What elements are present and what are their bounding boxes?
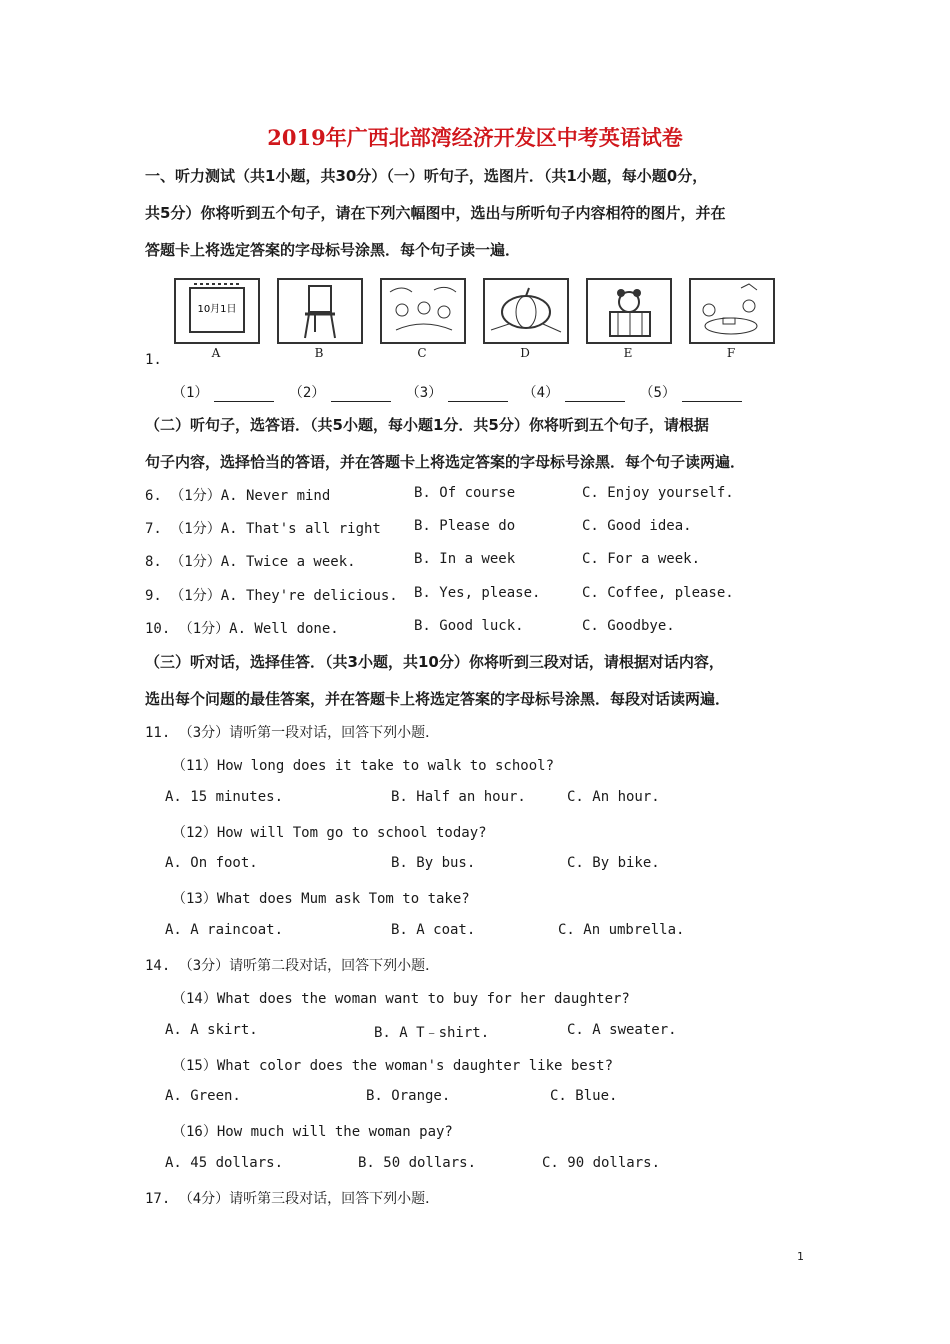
question-8-option-b: B. In a week [414,551,516,567]
chair-picture [277,278,363,344]
part1-intro-line2: 共5分）你将听到五个句子，请在下列六幅图中，选出与所听句子内容相符的图片，并在 [145,204,726,222]
question-6-prefix: 6. （1分）A. Never mind [145,488,331,504]
question-15-option-c: C. Blue. [550,1088,618,1104]
question-12-option-a: A. On foot. [165,855,258,871]
question-12-option-c: C. By bike. [567,855,660,871]
question-6-option-b: B. Of course [414,485,516,501]
question-10-option-c: C. Goodbye. [582,618,675,634]
blank-label: （3） [405,385,443,401]
panda-picture [586,278,672,344]
question-16-option-b: B. 50 dollars. [358,1155,477,1171]
question-16-option-a: A. 45 dollars. [165,1155,284,1171]
pumpkin-picture [483,278,569,344]
page-number: 1 [797,1250,804,1263]
question-13-option-c: C. An umbrella. [558,922,685,938]
picture-e [584,276,672,362]
answer-blank[interactable] [331,387,391,402]
picture-row [172,276,777,362]
question-14-stem: （14）What does the woman want to buy for her daughter? [172,991,630,1007]
picture-d [481,276,569,362]
question-6-option-c: C. Enjoy yourself. [582,485,734,501]
calendar-text: 10月1日 [197,304,237,315]
blank-label: （5） [639,385,676,401]
picnic-picture [689,278,775,344]
picture-label: B [314,346,324,360]
picture-label: E [623,346,633,360]
question-15-stem: （15）What color does the woman's daughter like best? [172,1058,614,1074]
question-15-option-a: A. Green. [165,1088,241,1104]
picture-label: A [211,346,221,360]
question-8-prefix: 8. （1分）A. Twice a week. [145,554,356,570]
answer-blank[interactable] [214,387,274,402]
picture-a [172,276,260,362]
question-14-option-c: C. A sweater. [567,1022,677,1038]
calendar-picture [174,278,260,344]
picture-f [687,276,775,362]
answer-blank[interactable] [448,387,508,402]
picture-label: D [520,346,530,360]
question-11-option-a: A. 15 minutes. [165,789,284,805]
question-16-option-c: C. 90 dollars. [542,1155,661,1171]
question-11-heading: 11. （3分）请听第一段对话，回答下列小题． [145,725,440,741]
question-7-option-c: C. Good idea. [582,518,692,534]
question-9-option-c: C. Coffee, please. [582,585,734,601]
part3-intro-line1: （三）听对话，选择佳答．（共3小题，共10分）你将听到三段对话，请根据对话内容， [145,653,724,671]
part3-intro-line2: 选出每个问题的最佳答案，并在答题卡上将选定答案的字母标号涂黑．每段对话读两遍． [145,690,731,708]
answer-blanks [172,382,748,402]
question-11-stem: （11）How long does it take to walk to school? [172,758,555,774]
picture-label: C [417,346,427,360]
blank-label: （4） [522,385,560,401]
picture-label: F [726,346,736,360]
picture-c [378,276,466,362]
blank-label: （2） [288,385,326,401]
part2-intro-line2: 句子内容，选择恰当的答语，并在答题卡上将选定答案的字母标号涂黑．每个句子读两遍． [145,453,746,471]
question-11-option-b: B. Half an hour. [391,789,526,805]
question-13-option-b: B. A coat. [391,922,476,938]
question-13-option-a: A. A raincoat. [165,922,284,938]
question-17-heading: 17. （4分）请听第三段对话，回答下列小题． [145,1191,440,1207]
question-14-option-a: A. A skirt. [165,1022,258,1038]
part1-intro-line1: 一、听力测试（共1小题，共30分）（一）听句子，选图片．（共1小题，每小题0分， [145,167,708,185]
question-8-option-c: C. For a week. [582,551,701,567]
question-11-option-c: C. An hour. [567,789,660,805]
question-9-option-b: B. Yes, please. [414,585,541,601]
page-title: 2019年广西北部湾经济开发区中考英语试卷 [267,125,683,150]
answer-blank[interactable] [682,387,742,402]
kids-playing-picture [380,278,466,344]
part1-intro-line3: 答题卡上将选定答案的字母标号涂黑．每个句子读一遍． [145,241,521,259]
blank-label: （1） [172,385,209,401]
question-13-stem: （13）What does Mum ask Tom to take? [172,891,470,907]
question-12-stem: （12）How will Tom go to school today? [172,825,487,841]
question-10-prefix: 10. （1分）A. Well done. [145,621,339,637]
question-10-option-b: B. Good luck. [414,618,524,634]
part2-intro-line1: （二）听句子，选答语．（共5小题，每小题1分．共5分）你将听到五个句子，请根据 [145,416,709,434]
question-9-prefix: 9. （1分）A. They're delicious. [145,588,398,604]
question-1-number: 1. [145,352,162,368]
question-14-option-b: B. A T﹣shirt. [374,1025,490,1041]
question-12-option-b: B. By bus. [391,855,476,871]
question-7-prefix: 7. （1分）A. That's all right [145,521,381,537]
answer-blank[interactable] [565,387,625,402]
question-16-stem: （16）How much will the woman pay? [172,1124,453,1140]
question-7-option-b: B. Please do [414,518,516,534]
question-14-heading: 14. （3分）请听第二段对话，回答下列小题． [145,958,440,974]
question-15-option-b: B. Orange. [366,1088,451,1104]
picture-b [275,276,363,362]
